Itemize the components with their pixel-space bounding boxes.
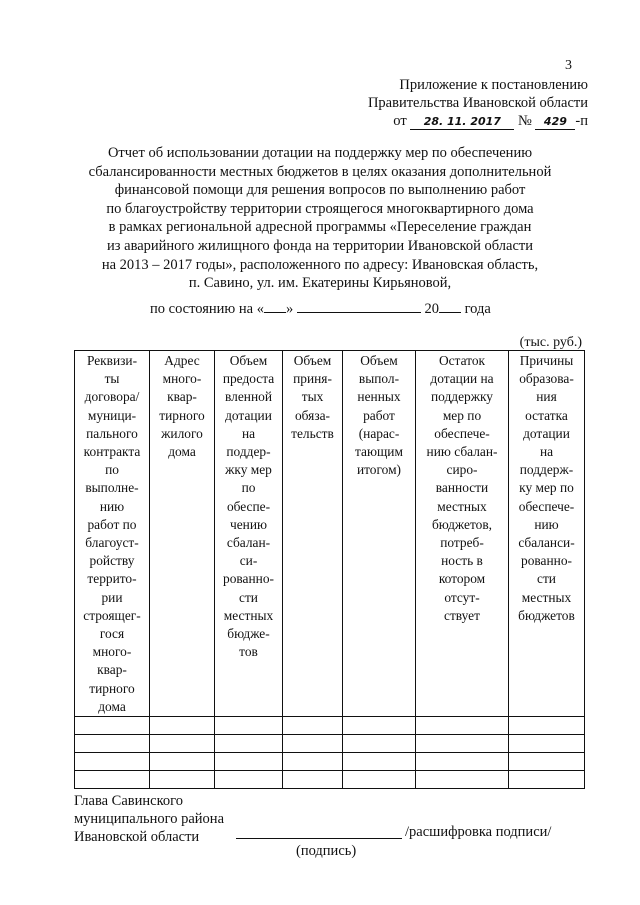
table-row: [75, 735, 585, 753]
day-blank: [264, 300, 286, 313]
table-row: [75, 771, 585, 789]
table-cell: [215, 735, 283, 753]
table-cell: [75, 753, 150, 771]
table-cell: [283, 771, 343, 789]
title-line: п. Савино, ул. им. Екатерины Кирьяновой,: [188, 275, 452, 292]
as-of-close: »: [285, 301, 294, 317]
year-blank: [439, 300, 461, 313]
title-line: сбалансированности местных бюджетов в целях оказания дополнительной: [88, 163, 552, 180]
table-cell: [215, 771, 283, 789]
signature-line-1: Глава Савинского: [74, 793, 183, 809]
title-line: из аварийного жилищного фонда на территории Ивановской области: [107, 237, 533, 254]
month-blank: [297, 300, 421, 313]
column-header: Объем предоста вленной дотации на поддер- жку мер по обеспе- чению сбалан- си- рованно- сти местных бюдже- тов: [215, 351, 283, 717]
table-row: [75, 717, 585, 735]
as-of-suffix: года: [464, 301, 491, 317]
table-cell: [416, 753, 509, 771]
column-header: Реквизи- ты договора/ муници- пального контракта по выполне- нию работ по благоуст- ройству террито- рии строящег- гося много- квар- тирного дома: [75, 351, 150, 717]
resolution-number: 429: [535, 115, 575, 130]
table-cell: [150, 771, 215, 789]
table-cell: [416, 717, 509, 735]
signature-line-3: Ивановской области: [74, 829, 200, 845]
table-cell: [509, 735, 585, 753]
report-table: [74, 350, 585, 789]
table-row: [75, 753, 585, 771]
column-header: Остаток дотации на поддержку мер по обеспече- нию сбалан- сиро- ванности местных бюджетов, потреб- ность в котором отсут- ствует: [416, 351, 509, 717]
appendix-header: [368, 76, 588, 130]
appendix-line-2: Правительства Ивановской области: [367, 95, 588, 111]
column-header: Адрес много- квар- тирного жилого дома: [150, 351, 215, 717]
number-suffix: -п: [575, 113, 588, 129]
table-cell: [283, 735, 343, 753]
signature-decode-label: /расшифровка подписи/: [405, 824, 552, 840]
title-line: в рамках региональной адресной программы «Переселение граждан: [108, 219, 532, 236]
column-header: Причины образова- ния остатка дотации на поддерж- ку мер по обеспече- нию сбаланси- рованно- сти местных бюджетов: [509, 351, 585, 717]
report-title: [80, 144, 560, 293]
signature-block: [74, 792, 224, 846]
table-cell: [215, 717, 283, 735]
title-line: Отчет об использовании дотации на поддержку мер по обеспечению: [107, 145, 533, 161]
table-cell: [75, 771, 150, 789]
as-of-prefix: по состоянию на «: [150, 301, 264, 317]
signature-line-2: муниципального района: [74, 811, 224, 827]
table-cell: [150, 735, 215, 753]
table-cell: [75, 717, 150, 735]
table-cell: [343, 753, 416, 771]
resolution-date: 28. 11. 2017: [410, 115, 514, 130]
year-prefix: 20: [424, 301, 439, 317]
page-number: 3: [565, 58, 572, 73]
table-cell: [75, 735, 150, 753]
table-cell: [343, 717, 416, 735]
signature-label: (подпись): [296, 843, 357, 859]
table-cell: [416, 771, 509, 789]
table-cell: [150, 717, 215, 735]
appendix-line-1: Приложение к постановлению: [399, 77, 588, 93]
table-cell: [283, 753, 343, 771]
table-header-row: [75, 351, 585, 717]
table-cell: [343, 771, 416, 789]
title-line: на 2013 – 2017 годы», расположенного по адресу: Ивановская область,: [101, 256, 539, 273]
units-label: (тыс. руб.): [519, 335, 582, 350]
table-cell: [509, 753, 585, 771]
table-cell: [215, 753, 283, 771]
table-cell: [283, 717, 343, 735]
from-label: от: [393, 113, 407, 129]
table-cell: [150, 753, 215, 771]
number-label: №: [517, 113, 532, 129]
as-of-line: [150, 300, 491, 318]
title-line: по благоустройству территории строящегося многоквартирного дома: [106, 200, 534, 217]
table-cell: [343, 735, 416, 753]
signature-underline: [236, 838, 402, 839]
title-line: финансовой помощи для решения вопросов по выполнению работ: [114, 182, 526, 199]
column-header: Объем приня- тых обяза- тельств: [283, 351, 343, 717]
column-header: Объем выпол- ненных работ (нарас- тающим итогом): [343, 351, 416, 717]
table-cell: [509, 717, 585, 735]
table-cell: [416, 735, 509, 753]
appendix-date-line: [368, 112, 588, 130]
table-cell: [509, 771, 585, 789]
